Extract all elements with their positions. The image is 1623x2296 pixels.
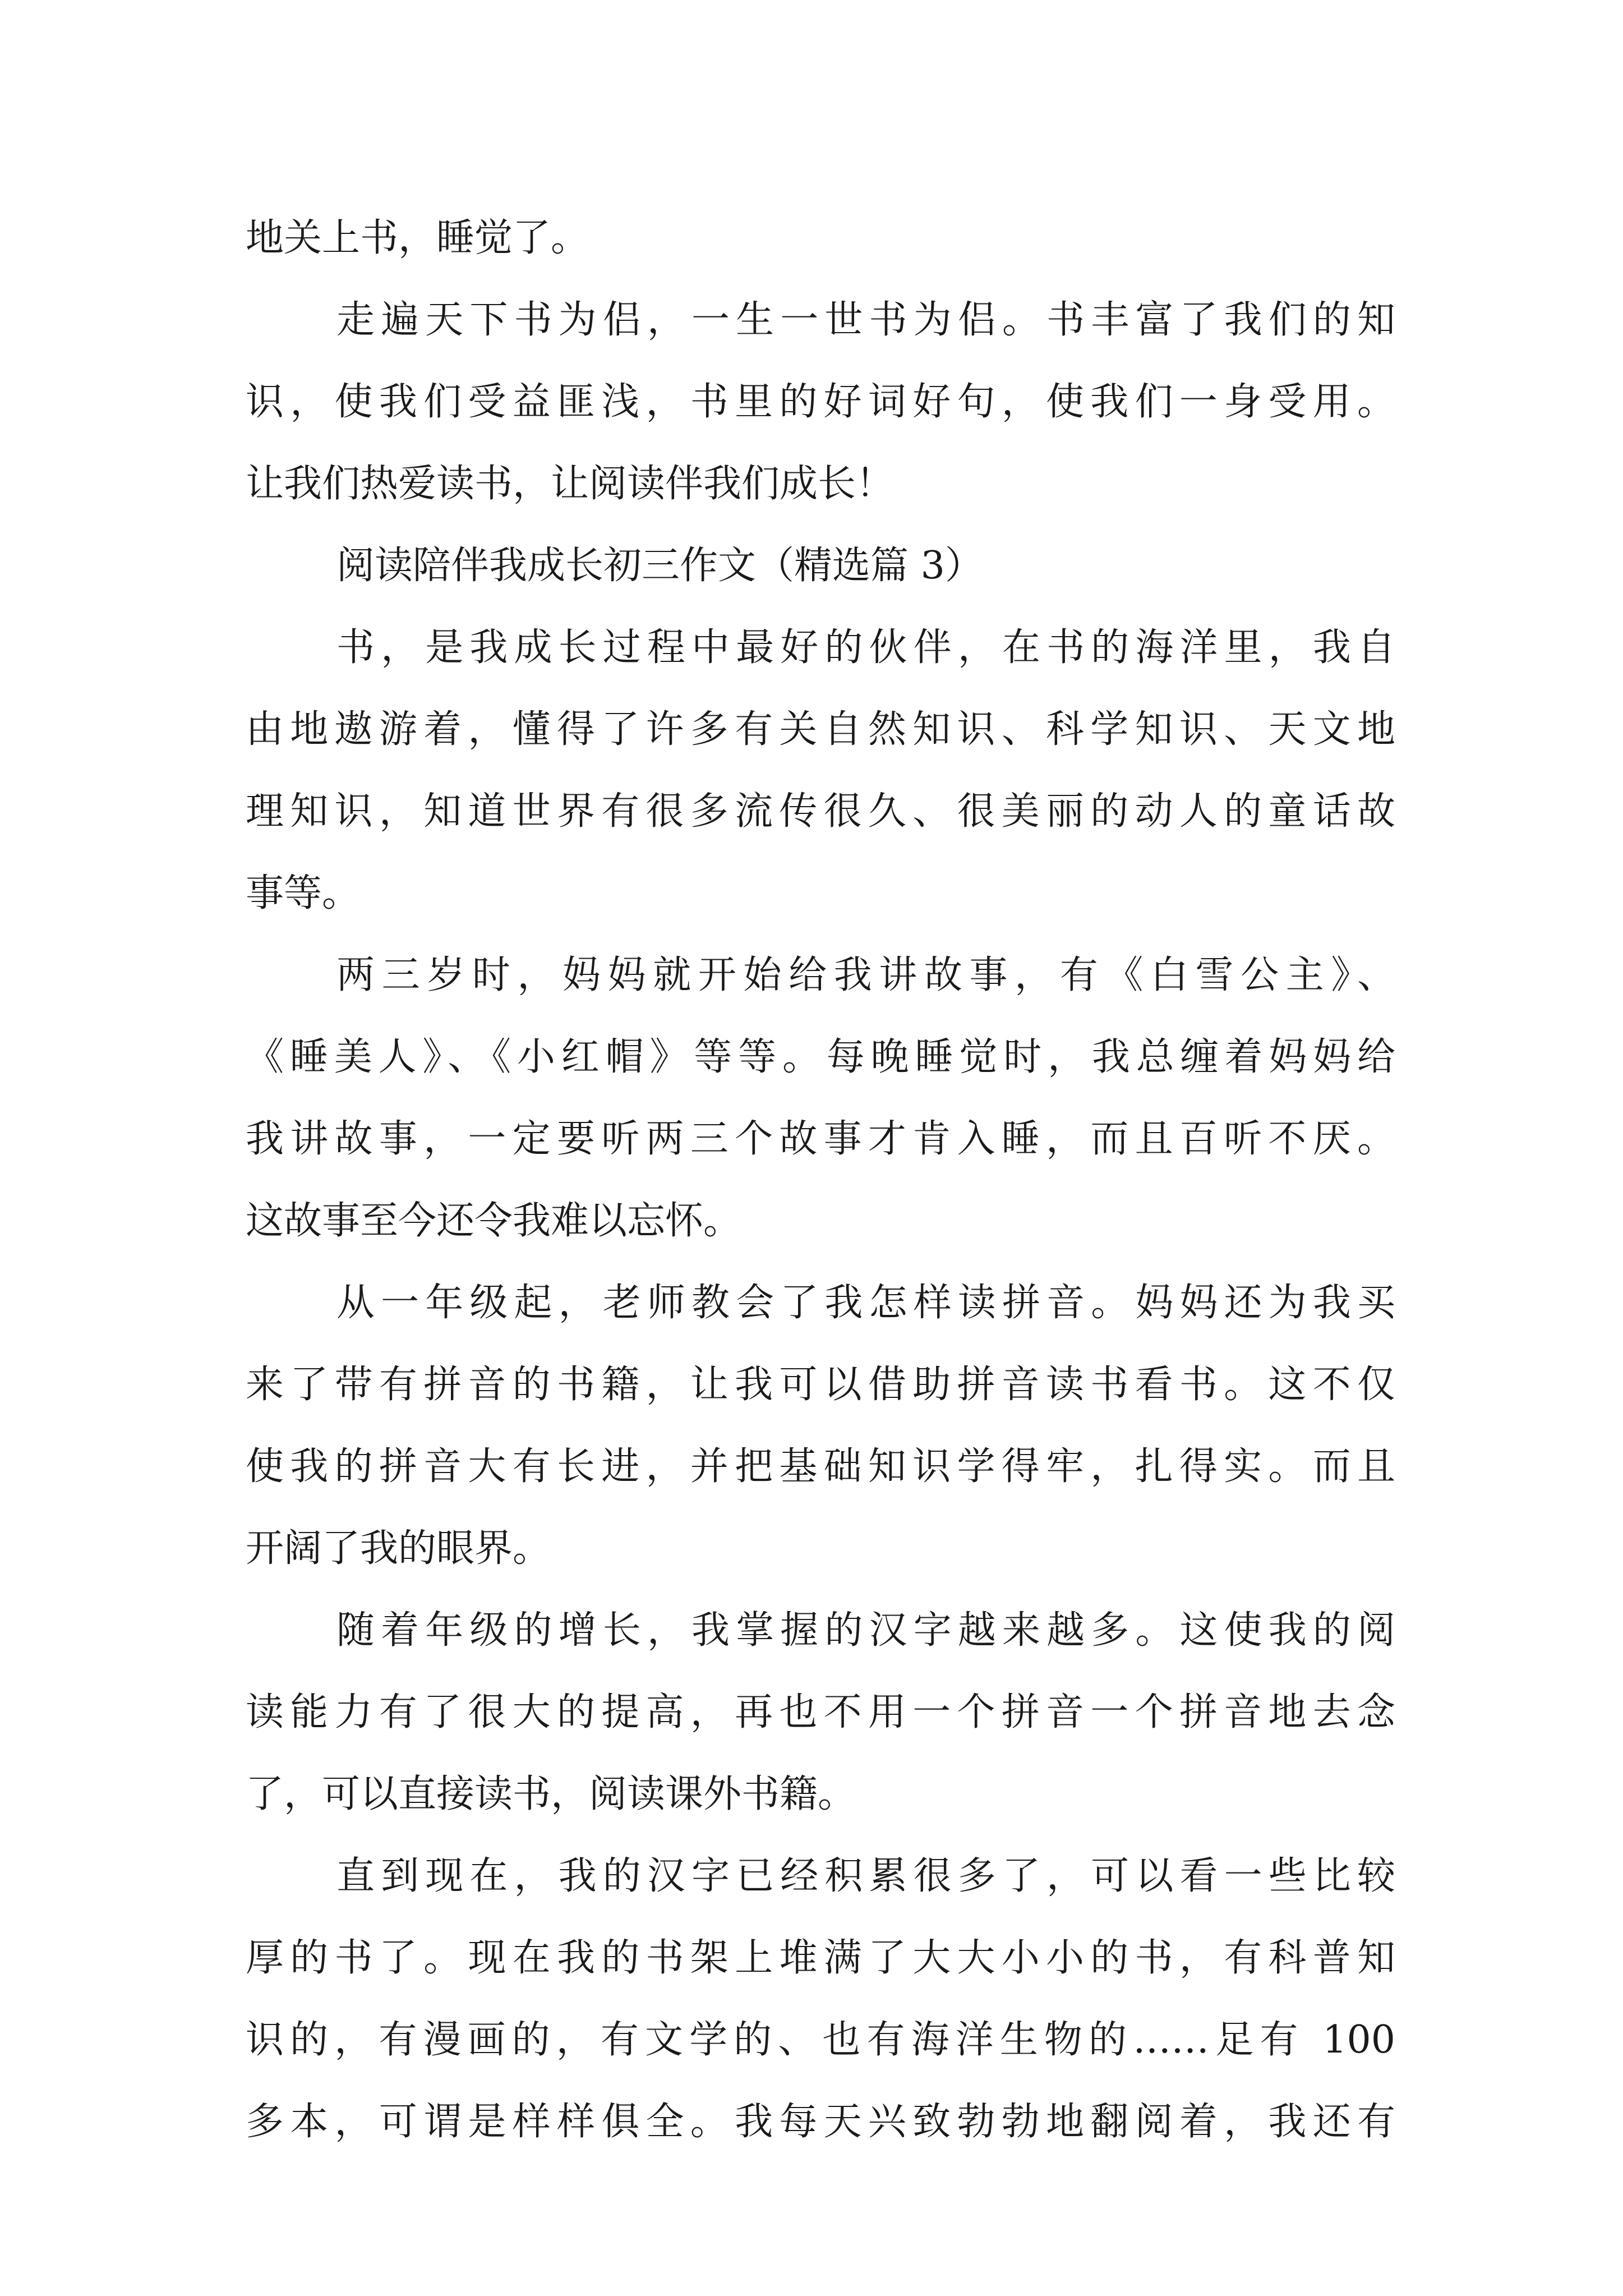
paragraph-first-line: 直到现在，我的汉字已经积累很多了，可以看一些比较 (336, 1854, 1395, 1898)
text-line: 这故事至今还令我难以忘怀。 (246, 1199, 742, 1243)
text-line: 由地遨游着，懂得了许多有关自然知识、科学知识、天文地 (246, 707, 1395, 752)
text-line: 我讲故事，一定要听两三个故事才肯入睡，而且百听不厌。 (246, 1117, 1395, 1161)
text-line: 使我的拼音大有长进，并把基础知识学得牢，扎得实。而且 (246, 1444, 1395, 1489)
paragraph-first-line: 随着年级的增长，我掌握的汉字越来越多。这使我的阅 (336, 1608, 1395, 1653)
text-line: 开阔了我的眼界。 (246, 1526, 551, 1571)
paragraph-first-line: 从一年级起，老师教会了我怎样读拼音。妈妈还为我买 (336, 1281, 1395, 1325)
text-line: 《睡美人》、《小红帽》等等。每晚睡觉时，我总缠着妈妈给 (246, 1035, 1395, 1079)
text-line: 来了带有拼音的书籍，让我可以借助拼音读书看书。这不仅 (246, 1363, 1395, 1407)
text-line: 识的，有漫画的，有文学的、也有海洋生物的……足有 100 (246, 2018, 1395, 2062)
text-line: 理知识，知道世界有很多流传很久、很美丽的动人的童话故 (246, 789, 1395, 834)
text-line: 让我们热爱读书，让阅读伴我们成长！ (246, 462, 895, 506)
section-heading: 阅读陪伴我成长初三作文（精选篇 3） (336, 544, 983, 588)
text-line: 读能力有了很大的提高，再也不用一个拼音一个拼音地去念 (246, 1690, 1395, 1734)
text-line: 多本，可谓是样样俱全。我每天兴致勃勃地翻阅着，我还有 (246, 2100, 1395, 2144)
text-line: 事等。 (246, 871, 361, 915)
text-line: 厚的书了。现在我的书架上堆满了大大小小的书，有科普知 (246, 1936, 1395, 1980)
text-line: 地关上书，睡觉了。 (246, 216, 589, 260)
paragraph-first-line: 书，是我成长过程中最好的伙伴，在书的海洋里，我自 (336, 625, 1395, 670)
text-line: 了，可以直接读书，阅读课外书籍。 (246, 1772, 856, 1816)
paragraph-first-line: 两三岁时，妈妈就开始给我讲故事，有《白雪公主》、 (336, 953, 1395, 997)
text-line: 识，使我们受益匪浅，书里的好词好句，使我们一身受用。 (246, 380, 1395, 424)
paragraph-first-line: 走遍天下书为侣，一生一世书为侣。书丰富了我们的知 (336, 298, 1395, 342)
